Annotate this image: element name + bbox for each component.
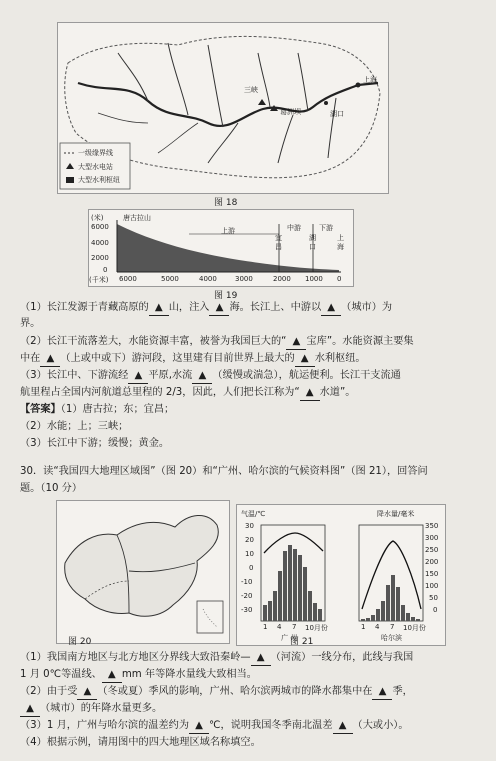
ytick-2000: 2000: [91, 254, 109, 262]
blank[interactable]: ▲: [251, 650, 271, 666]
blank[interactable]: ▲: [209, 300, 229, 316]
profile-xunit: (千米): [89, 276, 109, 284]
answer-title: 【答案】: [20, 404, 61, 415]
ytick-6000: 6000: [91, 223, 109, 231]
figure-20-caption: 图 20: [68, 637, 92, 647]
answer-line-2: （2）水能；上；三峡；: [20, 421, 129, 432]
precip-tick: 100: [425, 582, 439, 590]
blank[interactable]: ▲: [286, 334, 306, 350]
temp-tick: 30: [245, 522, 254, 530]
sanxia-mark: [258, 99, 266, 105]
q30-title-2: 题。（10 分）: [20, 483, 83, 494]
section-lower: 下游: [319, 224, 333, 232]
precip-axis-label: 降水量/毫米: [377, 510, 415, 518]
china-regions-map: [57, 501, 229, 643]
temp-tick: 10: [245, 550, 254, 558]
answer-line-3: （3）长江中下游；缓慢；黄金。: [20, 438, 170, 449]
place-shanghai: 上海: [337, 234, 344, 251]
month-tick: 10月份: [305, 624, 328, 632]
q30-line-3: （2）由于受 ▲ （冬或夏）季风的影响，广州、哈尔滨两城市的降水都集中在 ▲ 季，: [20, 684, 413, 700]
temp-tick: -10: [241, 578, 253, 586]
blank[interactable]: ▲: [102, 667, 122, 683]
label-hukou: 湖口: [330, 110, 344, 118]
blank[interactable]: ▲: [372, 684, 392, 700]
blank[interactable]: ▲: [321, 300, 341, 316]
q29-line-4: 中在 ▲ （上或中或下）游河段，这里建有目前世界上最大的 ▲ 水利枢纽。: [20, 351, 366, 367]
section-upper: 上游: [221, 227, 235, 235]
q30-line-6: （4）根据示例，请用图中的四大地理区域名称填空。: [20, 737, 261, 748]
precip-tick: 350: [425, 522, 439, 530]
month-tick: 1: [361, 623, 366, 631]
xtick-4000: 4000: [199, 275, 217, 283]
legend-item-hydro: 大型水电站: [78, 163, 113, 171]
shanghai-dot: [356, 83, 361, 88]
q29-line-5: （3）长江中、下游流经 ▲ 平原,水流 ▲ （缓慢或湍急），航运便利。长江干支流通: [20, 368, 401, 384]
xtick-2000: 2000: [273, 275, 291, 283]
city-guangzhou: 广 州: [281, 634, 298, 642]
q30-line-4: ▲ （城市）的年降水量更多。: [20, 701, 162, 717]
blank[interactable]: ▲: [149, 300, 169, 316]
blank[interactable]: ▲: [128, 368, 148, 384]
precip-tick: 0: [433, 606, 438, 614]
xtick-5000: 5000: [161, 275, 179, 283]
month-tick: 7: [390, 623, 395, 631]
temp-tick: 0: [249, 564, 254, 572]
blank[interactable]: ▲: [295, 351, 315, 367]
temp-tick: 20: [245, 536, 254, 544]
month-tick: 1: [263, 623, 268, 631]
blank[interactable]: ▲: [20, 701, 40, 717]
label-sanxia: 三峡: [244, 86, 258, 94]
label-gezhouba: 葛洲坝: [280, 108, 301, 116]
xtick-0: 0: [337, 275, 342, 283]
figure-18-caption: 图 18: [214, 198, 238, 208]
place-yichang: 宜昌: [275, 234, 282, 251]
place-hukou: 湖口: [309, 234, 316, 251]
figure-18-map: [57, 22, 389, 194]
precip-tick: 150: [425, 570, 439, 578]
xtick-6000: 6000: [119, 275, 137, 283]
q30-line-2: 1 月 0℃等温线、 ▲ mm 年等降水量线大致相当。: [20, 667, 257, 683]
figure-19-caption: 图 19: [214, 291, 238, 301]
ytick-0: 0: [103, 266, 108, 274]
xtick-1000: 1000: [305, 275, 323, 283]
q30-line-5: （3）1 月，广州与哈尔滨的温差约为 ▲ ℃，说明我国冬季南北温差 ▲ （大或小）。: [20, 718, 409, 734]
temp-tick: -20: [241, 592, 253, 600]
profile-ylabel: (米): [91, 214, 104, 222]
q30-title-1: 30．读“我国四大地理区域图”（图 20）和“广州、哈尔滨的气候资料图”（图 21），回答问: [20, 466, 428, 477]
q29-line-1: （1）长江发源于青藏高原的 ▲ 山，注入 ▲ 海。长江上、中游以 ▲ （城市）为: [20, 300, 392, 316]
section-middle: 中游: [287, 224, 301, 232]
blank[interactable]: ▲: [77, 684, 97, 700]
ytick-4000: 4000: [91, 239, 109, 247]
precip-tick: 200: [425, 558, 439, 566]
month-tick: 10月份: [403, 624, 426, 632]
month-tick: 4: [375, 623, 380, 631]
q29-line-3: （2）长江干流落差大，水能资源丰富，被誉为我国巨大的“ ▲ 宝库”。水能资源主要集: [20, 334, 414, 350]
q29-line-6: 航里程占全国内河航道总里程的 2/3，因此，人们把长江称为“ ▲ 水道”。: [20, 385, 355, 401]
blank[interactable]: ▲: [189, 718, 209, 734]
precip-tick: 250: [425, 546, 439, 554]
city-harbin: 哈尔滨: [381, 634, 402, 642]
answer-line-1: 【答案】（1）唐古拉；东；宜昌；: [20, 404, 175, 415]
legend-item-dam: 大型水利枢纽: [78, 176, 120, 184]
figure-19-profile: [88, 209, 354, 287]
temp-axis-label: 气温/℃: [241, 510, 266, 518]
legend-item-boundary: 一级缘界线: [78, 149, 113, 157]
temp-tick: -30: [241, 606, 253, 614]
profile-mountain: 唐古拉山: [123, 214, 151, 222]
precip-tick: 50: [429, 594, 438, 602]
figure-20-map: [56, 500, 230, 644]
blank[interactable]: ▲: [300, 385, 320, 401]
month-tick: 4: [277, 623, 282, 631]
hukou-dot: [324, 101, 328, 105]
q30-line-1: （1）我国南方地区与北方地区分界线大致沿秦岭— ▲ （河流）一线分布，此线与我国: [20, 650, 413, 666]
blank[interactable]: ▲: [192, 368, 212, 384]
label-shanghai: 上海: [363, 76, 377, 84]
blank[interactable]: ▲: [333, 718, 353, 734]
figure-21-caption: 图 21: [290, 637, 314, 647]
month-tick: 7: [292, 623, 297, 631]
blank[interactable]: ▲: [40, 351, 60, 367]
q29-line-2: 界。: [20, 318, 41, 329]
precip-tick: 300: [425, 534, 439, 542]
figure-21-climate: [236, 504, 446, 646]
xtick-3000: 3000: [235, 275, 253, 283]
